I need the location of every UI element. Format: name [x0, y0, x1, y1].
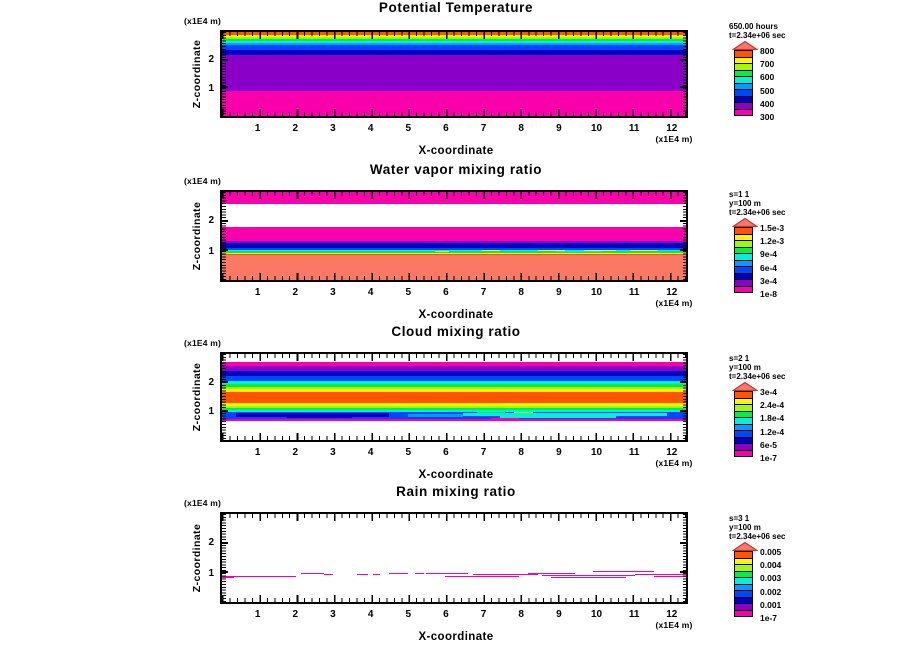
x-axis-label: X-coordinate — [418, 145, 494, 157]
z-major-tick-left — [222, 542, 228, 544]
colorbar-label: 0.001 — [760, 599, 782, 610]
x-major-ticks-top — [222, 354, 686, 361]
x-tick-label: 8 — [518, 447, 524, 458]
z-tick-label: 2 — [208, 54, 214, 66]
x-tick-label: 9 — [556, 609, 562, 620]
x-tick-label: 4 — [367, 287, 374, 298]
colorbar-box-magenta — [734, 610, 753, 618]
x-tick-label: 10 — [590, 287, 603, 298]
colorbar-label: 600 — [760, 72, 775, 83]
colorbar-overrange-triangle-icon — [732, 218, 758, 227]
x-tick-label: 12 — [666, 287, 678, 298]
x-tick-label: 7 — [480, 123, 487, 134]
panel-title: Water vapor mixing ratio — [369, 162, 543, 177]
x-major-ticks-bottom — [222, 273, 686, 280]
x-tick-label: 1 — [254, 609, 261, 620]
x-major-ticks-bottom — [222, 595, 686, 602]
x-major-ticks-top — [222, 514, 686, 521]
z-axis-label: Z-coordinate — [191, 201, 203, 271]
colorbar — [734, 218, 758, 293]
noise-patch-chartreuse — [514, 412, 533, 413]
x-tick-label: 1 — [254, 447, 261, 458]
x-tick-label: 2 — [292, 123, 299, 134]
x-tick-label: 7 — [480, 287, 487, 298]
z-minor-ticks-right — [683, 192, 687, 280]
x-tick-label: 6 — [443, 447, 449, 458]
z-axis-label: Z-coordinate — [191, 362, 203, 432]
colorbar-label: 3e-4 — [760, 275, 778, 286]
x-tick-label: 3 — [330, 287, 336, 298]
colorbar-label: 0.003 — [760, 573, 782, 584]
z-unit-label: (x1E4 m) — [184, 498, 222, 508]
x-tick-label: 8 — [518, 287, 524, 298]
z-tick-label: 2 — [208, 376, 214, 388]
colorbar-overrange-triangle-icon — [732, 542, 758, 551]
colorbar-label: 6e-4 — [760, 262, 778, 273]
noise-patch-cyan — [556, 251, 602, 252]
colorbar-label: 1.8e-4 — [760, 413, 785, 424]
z-unit-label: (x1E4 m) — [184, 16, 222, 26]
z-major-tick-right — [680, 410, 686, 412]
colorbar-box-magenta — [734, 286, 753, 294]
z-unit-label: (x1E4 m) — [184, 338, 222, 348]
rain-segment — [542, 575, 635, 576]
x-tick-label: 11 — [628, 447, 640, 458]
x-tick-label: 5 — [405, 287, 412, 298]
rain-segment — [528, 573, 574, 574]
z-major-tick-right — [680, 59, 686, 61]
x-axis-label: X-coordinate — [418, 469, 494, 481]
colorbar — [734, 41, 758, 116]
x-tick-label: 6 — [443, 609, 449, 620]
x-tick-label: 12 — [666, 447, 678, 458]
x-tick-label: 3 — [330, 609, 336, 620]
z-minor-ticks-right — [683, 514, 687, 602]
x-tick-label: 9 — [556, 447, 562, 458]
x-unit-label: (x1E4 m) — [655, 134, 693, 144]
z-tick-label: 2 — [208, 215, 214, 227]
noise-patch-azure — [408, 414, 464, 417]
legend-line: y=100 m — [729, 523, 761, 532]
x-tick-label: 1 — [254, 123, 261, 134]
noise-patch-green — [477, 412, 505, 413]
z-major-tick-left — [222, 59, 228, 61]
z-tick-label: 1 — [208, 567, 214, 579]
rain-segment — [301, 573, 324, 574]
z-major-tick-left — [222, 381, 228, 383]
z-major-tick-right — [680, 86, 686, 88]
colorbar-label: 1e-7 — [760, 613, 778, 623]
z-major-tick-left — [222, 571, 228, 573]
contour-bands — [222, 514, 686, 602]
x-major-ticks-top — [222, 32, 686, 39]
rain-segment — [445, 576, 519, 577]
x-major-ticks-bottom — [222, 433, 686, 440]
rain-segment — [357, 574, 369, 575]
color-band-white — [222, 514, 686, 602]
noise-patch-green — [454, 251, 491, 252]
plot-area — [220, 512, 688, 604]
x-tick-label: 6 — [443, 287, 449, 298]
x-tick-label: 1 — [254, 287, 261, 298]
colorbar-label: 1e-7 — [760, 453, 778, 463]
legend-line: s=1 1 — [729, 190, 750, 199]
z-tick-label: 1 — [208, 83, 214, 95]
colorbar-label: 700 — [760, 59, 775, 70]
rain-segment — [415, 573, 424, 574]
plot-area — [220, 352, 688, 442]
z-minor-ticks-left — [222, 354, 226, 440]
colorbar-label: 2.4e-4 — [760, 400, 785, 411]
x-unit-label: (x1E4 m) — [655, 298, 693, 308]
colorbar-label: 6e-5 — [760, 439, 778, 450]
legend-line: t=2.34e+06 sec — [729, 532, 786, 541]
panel-title: Potential Temperature — [378, 0, 534, 15]
x-unit-label: (x1E4 m) — [655, 458, 693, 468]
x-axis-label: X-coordinate — [418, 631, 494, 643]
colorbar-label: 1e-8 — [760, 289, 778, 299]
z-major-tick-right — [680, 249, 686, 251]
x-tick-label: 5 — [405, 447, 412, 458]
x-tick-label: 2 — [292, 447, 299, 458]
z-minor-ticks-left — [222, 192, 226, 280]
noise-patch-magenta — [491, 418, 519, 419]
z-major-tick-right — [680, 571, 686, 573]
z-tick-label: 1 — [208, 245, 214, 257]
legend-line: 650.00 hours — [729, 22, 778, 31]
x-axis-label: X-coordinate — [418, 309, 494, 321]
legend-line: t=2.34e+06 sec — [729, 31, 786, 40]
x-tick-label: 11 — [628, 123, 640, 134]
z-major-tick-right — [680, 220, 686, 222]
x-tick-label: 5 — [405, 123, 412, 134]
rain-segment — [227, 576, 297, 577]
x-tick-label: 2 — [292, 287, 299, 298]
colorbar-box-magenta — [734, 109, 753, 117]
z-axis-label: Z-coordinate — [191, 39, 203, 109]
z-minor-ticks-left — [222, 514, 226, 602]
z-unit-label: (x1E4 m) — [184, 176, 222, 186]
colorbar — [734, 542, 758, 617]
legend-line: y=100 m — [729, 363, 761, 372]
z-tick-label: 1 — [208, 406, 214, 418]
colorbar-label: 1.5e-3 — [760, 223, 785, 233]
rain-segment — [551, 577, 625, 578]
rain-segment — [389, 573, 408, 574]
legend-line: t=2.34e+06 sec — [729, 372, 786, 381]
plot-area — [220, 30, 688, 118]
z-major-tick-right — [680, 381, 686, 383]
x-tick-label: 8 — [518, 123, 524, 134]
contour-bands — [222, 354, 686, 440]
x-tick-label: 3 — [330, 123, 336, 134]
plot-area — [220, 190, 688, 282]
x-tick-label: 4 — [367, 123, 374, 134]
colorbar-overrange-triangle-icon — [732, 41, 758, 50]
x-tick-label: 12 — [666, 123, 678, 134]
z-tick-label: 2 — [208, 537, 214, 549]
legend-line: s=3 1 — [729, 514, 750, 523]
z-axis-label: Z-coordinate — [191, 523, 203, 593]
legend-line: y=100 m — [729, 199, 761, 208]
colorbar-label: 800 — [760, 46, 775, 56]
x-tick-label: 10 — [590, 123, 603, 134]
noise-patch-yellow — [435, 251, 449, 252]
z-major-tick-left — [222, 220, 228, 222]
z-major-tick-left — [222, 249, 228, 251]
color-band-orange — [222, 392, 686, 402]
x-tick-label: 4 — [367, 447, 374, 458]
z-minor-ticks-right — [683, 32, 687, 116]
x-tick-label: 2 — [292, 609, 299, 620]
x-tick-label: 12 — [666, 609, 678, 620]
panel-title: Rain mixing ratio — [396, 484, 516, 499]
x-unit-label: (x1E4 m) — [655, 620, 693, 630]
rain-segment — [654, 576, 677, 577]
x-major-ticks-top — [222, 192, 686, 199]
color-band-magenta — [222, 227, 686, 241]
colorbar-label: 9e-4 — [760, 249, 778, 260]
rain-segment — [324, 574, 333, 575]
colorbar-label: 1.2e-3 — [760, 236, 785, 247]
contour-bands — [222, 192, 686, 280]
x-tick-label: 11 — [628, 287, 640, 298]
z-minor-ticks-right — [683, 354, 687, 440]
colorbar-box-magenta — [734, 450, 753, 458]
x-major-ticks-bottom — [222, 109, 686, 116]
x-tick-label: 9 — [556, 123, 562, 134]
x-tick-label: 4 — [367, 609, 374, 620]
x-tick-label: 10 — [590, 447, 603, 458]
z-major-tick-left — [222, 410, 228, 412]
x-tick-label: 7 — [480, 609, 487, 620]
colorbar-label: 400 — [760, 98, 775, 109]
x-tick-label: 11 — [628, 609, 640, 620]
x-tick-label: 6 — [443, 123, 449, 134]
z-major-tick-right — [680, 542, 686, 544]
rain-segment — [426, 573, 468, 574]
contour-bands — [222, 32, 686, 116]
legend-line: s=2 1 — [729, 354, 750, 363]
z-major-tick-left — [222, 86, 228, 88]
noise-patch-yellow — [630, 250, 658, 251]
rain-segment — [593, 571, 653, 572]
noise-patch-navy — [287, 417, 352, 419]
x-tick-label: 8 — [518, 609, 524, 620]
colorbar-label: 3e-4 — [760, 387, 778, 397]
x-tick-label: 10 — [590, 609, 603, 620]
legend-line: t=2.34e+06 sec — [729, 208, 786, 217]
x-tick-label: 3 — [330, 447, 336, 458]
rain-segment — [373, 574, 380, 575]
color-band-white — [222, 204, 686, 227]
colorbar-label: 1.2e-4 — [760, 426, 785, 437]
colorbar-label: 0.002 — [760, 586, 782, 597]
colorbar-label: 0.004 — [760, 560, 782, 571]
z-minor-ticks-left — [222, 32, 226, 116]
colorbar — [734, 382, 758, 457]
colorbar-label: 300 — [760, 112, 775, 122]
colorbar-label: 0.005 — [760, 547, 782, 557]
color-band-purple — [222, 55, 686, 91]
colorbar-label: 500 — [760, 85, 775, 96]
x-tick-label: 5 — [405, 609, 412, 620]
colorbar-overrange-triangle-icon — [732, 382, 758, 391]
panel-title: Cloud mixing ratio — [391, 324, 521, 339]
x-tick-label: 9 — [556, 287, 562, 298]
x-tick-label: 7 — [480, 447, 487, 458]
